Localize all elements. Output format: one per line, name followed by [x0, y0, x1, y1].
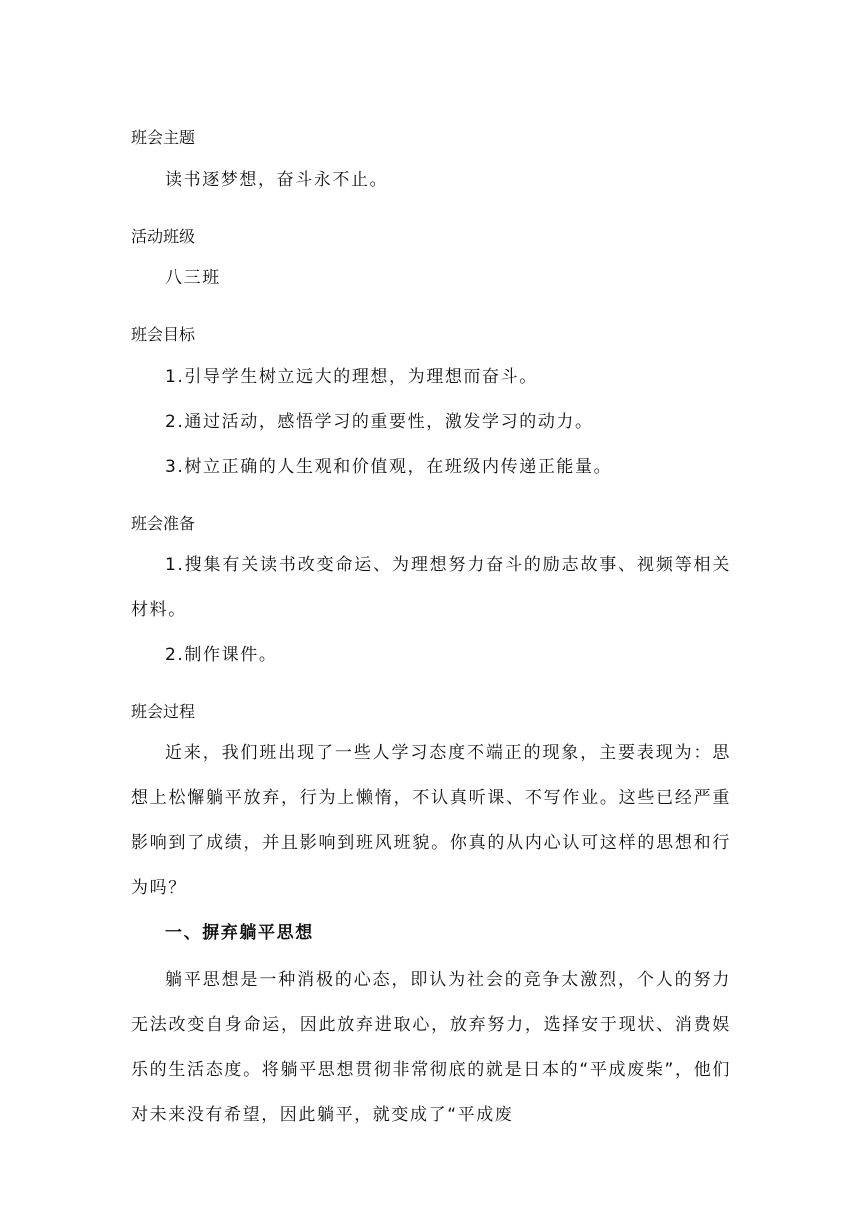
goals-heading: 班会目标: [131, 325, 196, 344]
section-one-heading: 一、摒弃躺平思想: [165, 923, 314, 943]
section-one-text: 躺平思想是一种消极的心态，即认为社会的竞争太激烈，个人的努力无法改变自身命运，因此放弃进取心，放弃努力，选择安于现状、消费娱乐的生活态度。将躺平思想贯彻非常彻底的就是日本的“平成废柴”，他们对未来没有希望，因此躺平，就变成了“平成废: [131, 970, 731, 1125]
class-heading: 活动班级: [131, 227, 196, 246]
process-heading: 班会过程: [131, 702, 196, 721]
goal-item: 3.树立正确的人生观和价值观，在班级内传递正能量。: [165, 457, 613, 477]
preparation-item: 1.搜集有关读书改变命运、为理想努力奋斗的励志故事、视频等相关材料。: [131, 555, 731, 620]
process-intro: 近来，我们班出现了一些人学习态度不端正的现象，主要表现为：思想上松懈躺平放弃，行为上懒惰，不认真听课、不写作业。这些已经严重影响到了成绩，并且影响到班风班貌。你真的从内心认可这样的思想和行为吗？: [131, 743, 731, 898]
goal-item: 1.引导学生树立远大的理想，为理想而奋斗。: [165, 367, 538, 387]
theme-text: 读书逐梦想，奋斗永不止。: [165, 170, 389, 190]
goal-item: 2.通过活动，感悟学习的重要性，激发学习的动力。: [165, 412, 594, 432]
class-text: 八三班: [165, 268, 221, 288]
document-content: [131, 118, 731, 1138]
preparation-heading: 班会准备: [131, 514, 196, 533]
preparation-item: 2.制作课件。: [165, 645, 278, 665]
theme-heading: 班会主题: [131, 128, 196, 147]
